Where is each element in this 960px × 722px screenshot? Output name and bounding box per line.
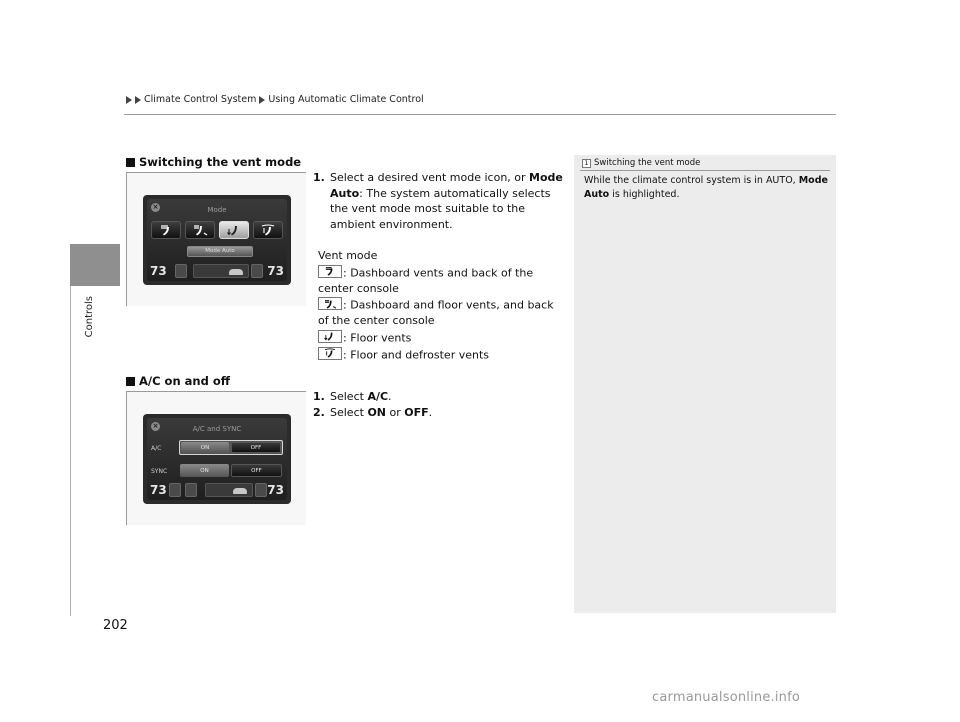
step-bold-on: ON [367,405,386,419]
ac-on-button[interactable]: ON [181,442,229,453]
vent-mode-desc: : Dashboard vents and back of the center console [318,266,534,295]
floor-vent-icon [318,330,342,343]
sidebar-note [574,155,836,613]
passenger-temp-readout: 73 [267,483,284,497]
breadcrumb-arrow-icon [135,96,141,104]
sync-off-button[interactable]: OFF [231,464,282,477]
step-bold-mode-auto: Mode Auto [330,171,563,200]
recirculation-car-icon[interactable] [233,488,247,494]
step-number: 1. [313,171,325,184]
side-tab-line [70,286,71,616]
close-icon[interactable]: × [152,422,159,430]
ac-step-2 [313,405,563,421]
mode-button-floor[interactable] [219,221,249,239]
ac-screen [143,414,291,504]
step-bold-off: OFF [404,405,429,419]
floor-vent-icon [226,224,242,236]
vent-mode-item [318,346,563,363]
driver-seat-heater-icon[interactable] [175,264,187,278]
section-bullet-icon [126,158,135,167]
sync-row-label: SYNC [151,468,168,475]
vent-mode-item [318,264,563,297]
sidebar-heading-text[interactable]: Switching the vent mode [594,158,701,168]
step-text: . [428,405,433,419]
passenger-seat-heater-icon[interactable] [255,483,267,497]
vent-mode-label: Vent mode [318,249,378,262]
sync-toggle [179,463,283,478]
passenger-temp-readout: 73 [267,264,284,278]
dashboard-vent-icon [158,224,174,236]
side-tab-blank [70,0,120,244]
vent-mode-desc: : Dashboard and floor vents, and back of the center console [318,298,554,327]
passenger-seat-heater-icon[interactable] [251,264,263,278]
sidebar-heading [574,158,836,168]
mode-button-floor-defrost[interactable] [253,221,283,239]
vent-mode-shortcut-icon[interactable] [185,483,197,497]
sync-on-button[interactable]: ON [180,464,229,477]
bilevel-vent-icon [192,224,208,236]
side-tab-marker [70,244,120,286]
step-text: : The system automatically selects the vent mode most suitable to the ambient environment. [330,186,551,231]
step-bold-ac: A/C [367,390,389,403]
breadcrumb-item[interactable]: Climate Control System [144,94,257,105]
sidebar-text-part: is highlighted. [609,189,680,200]
vent-step-1 [313,170,563,232]
reference-number-icon: 1 [582,159,591,168]
ac-screen-frame [126,391,306,525]
ac-screen-title: A/C and SYNC [192,425,242,433]
mode-button-bilevel[interactable] [185,221,215,239]
driver-temp-readout: 73 [150,264,167,278]
step-number: 2. [313,405,325,419]
mode-screen-frame [126,172,306,306]
step-text: . [388,390,392,403]
close-icon[interactable]: × [152,203,159,211]
section-bullet-icon [126,377,135,386]
vent-mode-item [318,296,563,329]
ac-row-label: A/C [151,445,162,452]
mode-screen [143,195,291,285]
step-text: Select a desired vent mode icon, or [330,171,530,184]
sidebar-text-part: While the climate control system is in AUTO, [584,175,799,186]
driver-seat-heater-icon[interactable] [169,483,181,497]
step-number: 1. [313,390,325,403]
section-heading-text: Switching the vent mode [139,155,302,169]
step-text: Select [330,405,368,419]
ac-off-button[interactable]: OFF [231,442,281,453]
dashboard-vent-icon [318,265,342,278]
breadcrumb [126,94,424,105]
ac-step-1 [313,389,563,405]
mode-auto-button[interactable]: Mode Auto [187,246,253,257]
bilevel-vent-icon [318,297,342,310]
vent-mode-desc: : Floor and defroster vents [343,348,490,361]
sidebar-bold-mode-auto: Mode Auto [584,175,828,200]
breadcrumb-arrow-icon [259,96,265,104]
vent-mode-desc: : Floor vents [343,331,412,344]
sidebar-text [584,174,828,202]
sidebar-rule [580,170,830,171]
mode-screen-title: Mode [207,206,227,214]
step-text: Select [330,390,368,403]
recirculation-car-icon[interactable] [229,269,243,275]
mode-button-dashboard[interactable] [151,221,181,239]
vent-mode-list [318,248,563,363]
page-number: 202 [103,618,128,633]
section-heading-text: A/C on and off [139,374,231,388]
section-heading-vent-mode [126,155,301,169]
watermark: carmanualsonline.info [652,690,801,705]
vent-mode-item [318,329,563,346]
floor-defrost-vent-icon [260,224,276,236]
ac-steps [313,389,563,420]
driver-temp-readout: 73 [150,483,167,497]
side-tab-label[interactable]: Controls [84,296,95,338]
header-rule [124,114,836,115]
breadcrumb-item[interactable]: Using Automatic Climate Control [268,94,424,105]
ac-toggle [179,440,283,455]
step-text: or [386,405,405,419]
section-heading-ac [126,374,230,388]
floor-defrost-vent-icon [318,347,342,360]
breadcrumb-arrow-icon [126,96,132,104]
